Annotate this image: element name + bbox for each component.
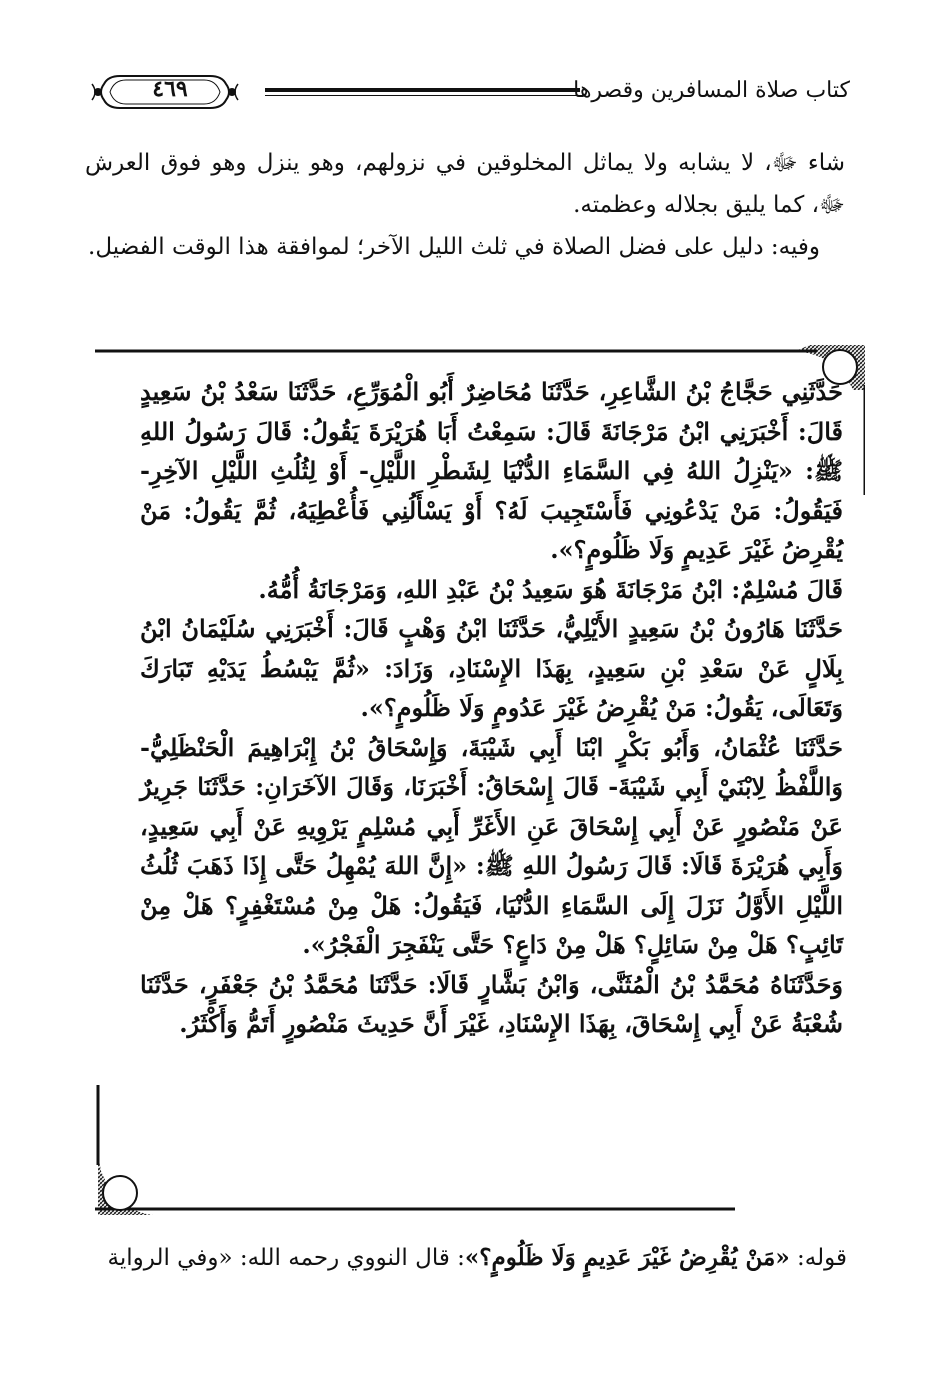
- header-rule: [265, 88, 580, 92]
- commentary-quote: «مَنْ يُقْرِضُ غَيْرَ عَدِيمٍ وَلَا ظَلُومٍ؟»: [464, 1244, 790, 1271]
- intro-text: [85, 142, 845, 268]
- hadith-paragraph: قَالَ مُسْلِمٌ: ابْنُ مَرْجَانَةَ هُوَ سَعِيدُ بْنُ عَبْدِ اللهِ، وَمَرْجَانَةُ أُمُّهُ.: [258, 574, 843, 604]
- hadith-text: [140, 372, 843, 1044]
- header-rule-thin: [265, 95, 580, 96]
- commentary-line: [80, 1238, 847, 1278]
- hadith-paragraph: حَدَّثَنَا هَارُونُ بْنُ سَعِيدٍ الأَيْلِيُّ، حَدَّثَنَا ابْنُ وَهْبٍ قَالَ: أَخْبَرَنِي سُلَيْمَانُ ابْنُ بِلَالٍ عَنْ سَعْدِ بْنِ سَعِيدٍ، بِهَذَا الإِسْنَادِ، وَزَادَ: «ثُمَّ يَبْسُطُ يَدَيْهِ تَبَارَكَ وَتَعَالَى، يَقُولُ: مَنْ يُقْرِضُ غَيْرَ عَدُومٍ وَلَا ظَلُومٍ؟».: [140, 614, 843, 722]
- hadith-paragraph: حَدَّثَنَا عُثْمَانُ، وَأَبُو بَكْرٍ ابْنَا أَبِي شَيْبَةَ، وَإِسْحَاقُ بْنُ إِبْرَاهِيمَ الْحَنْظَلِيُّ- وَاللَّفْظُ لِابْنَيْ أَبِي شَيْبَةَ- قَالَ إِسْحَاقُ: أَخْبَرَنَا، وَقَالَ الآخَرَانِ: حَدَّثَنَا جَرِيرٌ عَنْ مَنْصُورٍ عَنْ أَبِي إِسْحَاقَ عَنِ الأَغَرِّ أَبِي مُسْلِمٍ يَرْوِيهِ عَنْ أَبِي سَعِيدٍ، وَأَبِي هُرَيْرَةَ قَالَا: قَالَ رَسُولُ اللهِ ﷺ: «إِنَّ اللهَ يُمْهِلُ حَتَّى إِذَا ذَهَبَ ثُلُثُ اللَّيْلِ الأَوَّلُ نَزَلَ إِلَى السَّمَاءِ الدُّنْيَا، فَيَقُولُ: هَلْ مِنْ مُسْتَغْفِرٍ؟ هَلْ مِنْ تَائِبٍ؟ هَلْ مِنْ سَائِلٍ؟ هَلْ مِنْ دَاعٍ؟ حَتَّى يَنْفَجِرَ الْفَجْرُ».: [140, 732, 843, 959]
- commentary-lead: قوله:: [789, 1245, 847, 1271]
- page-header: [80, 70, 850, 118]
- page-number: ٤٦٩: [152, 76, 188, 102]
- page-number-ornament: [90, 70, 240, 114]
- commentary-rest: : قال النووي رحمه الله: «وفي الرواية: [107, 1245, 465, 1271]
- intro-paragraph: شاء ﷻ، لا يشابه ولا يماثل المخلوقين في نزولهم، وهو ينزل وهو فوق العرش ﷻ، كما يليق بجلاله وعظمته.: [85, 150, 845, 218]
- hadith-paragraph: حَدَّثَنِي حَجَّاجُ بْنُ الشَّاعِرِ، حَدَّثَنَا مُحَاضِرٌ أَبُو الْمُوَرِّعِ، حَدَّثَنَا سَعْدُ بْنُ سَعِيدٍ قَالَ: أَخْبَرَنِي ابْنُ مَرْجَانَةَ قَالَ: سَمِعْتُ أَبَا هُرَيْرَةَ يَقُولُ: قَالَ رَسُولُ اللهِ ﷺ: «يَنْزِلُ اللهُ فِي السَّمَاءِ الدُّنْيَا لِشَطْرِ اللَّيْلِ- أَوْ لِثُلُثِ اللَّيْلِ الآخِرِ- فَيَقُولُ: مَنْ يَدْعُونِي فَأَسْتَجِيبَ لَهُ؟ أَوْ يَسْأَلُنِي فَأُعْطِيَهُ، ثُمَّ يَقُولُ: مَنْ يُقْرِضُ غَيْرَ عَدِيمٍ وَلَا ظَلُومٍ؟».: [140, 377, 844, 564]
- hadith-paragraph: وَحَدَّثَنَاهُ مُحَمَّدُ بْنُ الْمُثَنَّى، وَابْنُ بَشَّارٍ قَالَا: حَدَّثَنَا مُحَمَّدُ بْنُ جَعْفَرٍ، حَدَّثَنَا شُعْبَةُ عَنْ أَبِي إِسْحَاقَ، بِهَذَا الإِسْنَادِ، غَيْرَ أَنَّ حَدِيثَ مَنْصُورٍ أَتَمُّ وَأَكْثَرُ.: [140, 969, 844, 1038]
- intro-paragraph: وفيه: دليل على فضل الصلاة في ثلث الليل الآخر؛ لموافقة هذا الوقت الفضيل.: [88, 234, 820, 260]
- chapter-title: كتاب صلاة المسافرين وقصرها: [573, 78, 850, 103]
